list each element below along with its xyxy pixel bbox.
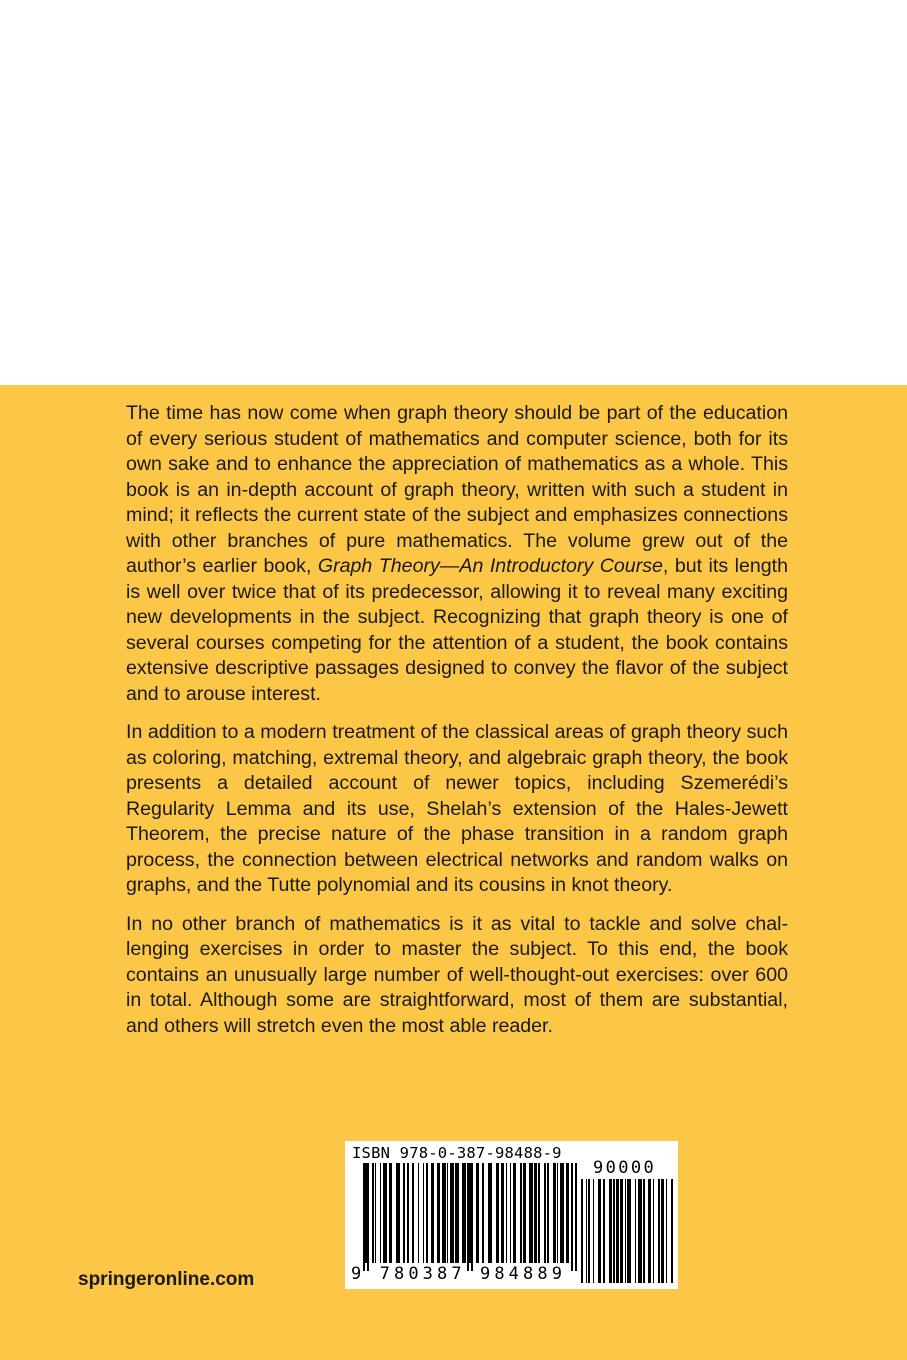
barcode-guard-bar [467,1163,469,1271]
barcode-bar [616,1179,619,1283]
barcode-bar [588,1179,590,1283]
barcode-bar [513,1163,516,1263]
barcode-bar [431,1163,434,1263]
isbn-label: ISBN 978-0-387-98488-9 [352,1144,562,1162]
barcode-bar [455,1163,459,1263]
barcode-bar [418,1163,419,1263]
barcode-bar [476,1163,479,1263]
barcode-guard-bar [363,1163,365,1271]
blurb-paragraph-1: The time has now come when graph theory should be part of the education of every serious student of mathematics and computer science, both for its own sake and to enhance the appreciation of mathematics as a whole. This book is an in-depth account of graph theory, written with such a student in mind; it reflects the current state of the subject and emphasizes connections with other branches of pure mathematics. The volume grew out of the author’s earlier book, Graph Theory—An Introductory Course, but its length is well over twice that of its predecessor, allowing it to reveal many exciting new developments in the subject. Recognizing that graph theory is one of several courses competing for the attention of a student, the book contains extensive descriptive passages designed to convey the flavor of the subject and to arouse interest. [126,402,788,705]
barcode-bar [566,1163,569,1263]
barcode-digits: 9 780387 984889 [351,1264,567,1284]
barcode-bar [496,1163,499,1263]
blurb-paragraph-2: In addition to a modern treatment of the classical areas of graph theory such as coloring, matching, extremal theory, and algebraic graph theory, the book presents a detailed account of newer topics, including Szemerédi’s Regularity Lemma and its use, Shelah’s extension of the Hales-Jewett Theorem, the precise nature of the phase transition in a random graph process, the connection between electrical networks and random walks on graphs, and the Tutte polynomial and its cousins in knot theory. [126,721,788,896]
barcode-bar [423,1163,424,1263]
barcode-bar [520,1163,522,1263]
barcode-bar [620,1179,623,1283]
barcode-bar [638,1179,642,1283]
barcode-bar [648,1179,651,1283]
barcode-bar [658,1179,660,1283]
barcode-bar [534,1163,537,1263]
price-addon-label: 90000 [593,1158,657,1178]
barcode-bar [447,1163,448,1263]
barcode-bar [609,1179,612,1283]
barcode-guard-bar [571,1163,573,1271]
barcode-bar [625,1179,626,1283]
barcode-bar [661,1179,664,1283]
barcode-bar [426,1163,428,1263]
barcode-bar [581,1179,583,1283]
barcode-bar [389,1163,392,1263]
barcode-bar [627,1179,631,1283]
barcode-bar [510,1163,511,1263]
barcode-bar [553,1163,556,1263]
barcode-bar [671,1179,673,1283]
barcode-bar [613,1179,615,1283]
barcode-bar [488,1163,492,1263]
barcode-bar [396,1163,400,1263]
barcode-bar [593,1179,594,1283]
barcode-bar [586,1179,587,1283]
barcode-bar [375,1163,376,1263]
cover-top-area [0,0,907,385]
barcode-bar [482,1163,484,1263]
barcode-bar [506,1163,507,1263]
barcode-bar [635,1179,636,1283]
barcode-bar [442,1163,446,1263]
isbn-barcode [345,1141,678,1289]
barcode-bar [653,1179,654,1283]
barcode-bar [437,1163,440,1263]
barcode-bar [403,1163,405,1263]
barcode-bar [557,1163,558,1263]
barcode-bar [603,1179,605,1283]
barcode-bar [380,1163,381,1263]
barcode-bar [412,1163,414,1263]
barcode-bar [450,1163,454,1263]
barcode-bar [462,1163,466,1263]
barcode-bar [560,1163,564,1263]
barcode-bar [598,1179,601,1283]
barcode-bar [407,1163,409,1263]
barcode-bar [643,1179,645,1283]
barcode-bar [383,1163,387,1263]
barcode-bar [529,1163,533,1263]
back-cover-blurb [126,401,788,1052]
barcode-bar [501,1163,504,1263]
barcode-guard-bar [471,1163,473,1271]
barcode-bar [547,1163,549,1263]
barcode-guard-bar [575,1163,577,1271]
barcode-guard-bar [367,1163,369,1271]
barcode-bar [538,1163,540,1263]
barcode-bar [372,1163,374,1263]
barcode-bar [666,1179,667,1283]
barcode-bar [544,1163,546,1263]
publisher-website: springeronline.com [78,1269,255,1290]
earlier-book-title: Graph Theory—An Introductory Course [317,555,663,577]
blurb-paragraph-3: In no other branch of mathematics is it as vital to tackle and solve challenging exercises in order to master the subject. To this end, the book contains an unusually large number of well-thought-out exercises: over 600 in total. Although some are straightforward, most of them are substantial, and others will stretch even the most able reader. [126,912,788,1037]
barcode-bar [523,1163,526,1263]
